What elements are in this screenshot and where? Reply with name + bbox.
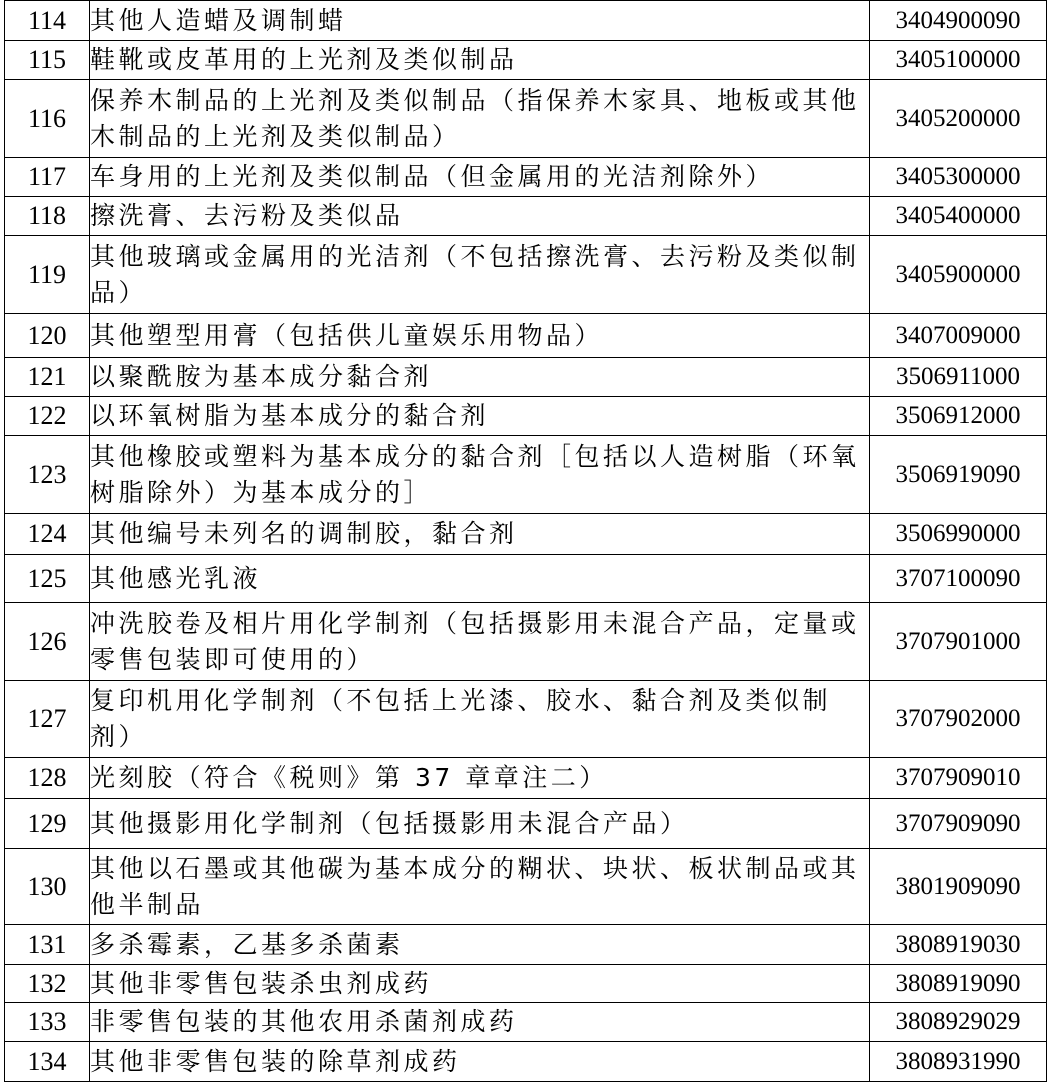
hs-code: 3405400000 bbox=[870, 197, 1047, 236]
product-description: 其他非零售包装的除草剂成药 bbox=[90, 1042, 870, 1082]
hs-code: 3808929029 bbox=[870, 1003, 1047, 1042]
row-number: 119 bbox=[5, 236, 90, 314]
table-row bbox=[5, 358, 1047, 397]
product-description: 其他编号未列名的调制胶，黏合剂 bbox=[90, 514, 870, 555]
row-number: 117 bbox=[5, 158, 90, 197]
table-row bbox=[5, 80, 1047, 158]
product-description: 保养木制品的上光剂及类似制品（指保养木家具、地板或其他木制品的上光剂及类似制品） bbox=[90, 80, 870, 158]
hs-code: 3707902000 bbox=[870, 681, 1047, 758]
row-number: 132 bbox=[5, 965, 90, 1003]
row-number: 125 bbox=[5, 555, 90, 603]
table-row bbox=[5, 1042, 1047, 1082]
product-description: 车身用的上光剂及类似制品（但金属用的光洁剂除外） bbox=[90, 158, 870, 197]
product-description: 其他以石墨或其他碳为基本成分的糊状、块状、板状制品或其他半制品 bbox=[90, 849, 870, 925]
hs-code: 3404900090 bbox=[870, 1, 1047, 41]
product-description: 光刻胶（符合《税则》第 37 章章注二） bbox=[90, 758, 870, 799]
product-description: 鞋靴或皮革用的上光剂及类似制品 bbox=[90, 41, 870, 80]
row-number: 116 bbox=[5, 80, 90, 158]
table-row bbox=[5, 849, 1047, 925]
table-row bbox=[5, 158, 1047, 197]
row-number: 131 bbox=[5, 925, 90, 965]
product-description: 以聚酰胺为基本成分黏合剂 bbox=[90, 358, 870, 397]
product-description: 擦洗膏、去污粉及类似品 bbox=[90, 197, 870, 236]
table-row bbox=[5, 799, 1047, 849]
row-number: 126 bbox=[5, 603, 90, 681]
table-row bbox=[5, 197, 1047, 236]
product-description: 其他玻璃或金属用的光洁剂（不包括擦洗膏、去污粉及类似制品） bbox=[90, 236, 870, 314]
table-row bbox=[5, 41, 1047, 80]
product-description: 其他橡胶或塑料为基本成分的黏合剂［包括以人造树脂（环氧树脂除外）为基本成分的］ bbox=[90, 436, 870, 514]
hs-code: 3506990000 bbox=[870, 514, 1047, 555]
row-number: 127 bbox=[5, 681, 90, 758]
hs-code: 3405100000 bbox=[870, 41, 1047, 80]
row-number: 120 bbox=[5, 314, 90, 358]
hs-code: 3707909010 bbox=[870, 758, 1047, 799]
hs-code: 3707901000 bbox=[870, 603, 1047, 681]
table-row bbox=[5, 1, 1047, 41]
product-description: 其他塑型用膏（包括供儿童娱乐用物品） bbox=[90, 314, 870, 358]
table-row bbox=[5, 965, 1047, 1003]
product-description: 其他非零售包装杀虫剂成药 bbox=[90, 965, 870, 1003]
table-row bbox=[5, 514, 1047, 555]
table-row bbox=[5, 555, 1047, 603]
hs-code: 3405300000 bbox=[870, 158, 1047, 197]
row-number: 114 bbox=[5, 1, 90, 41]
table-row bbox=[5, 314, 1047, 358]
tariff-code-table bbox=[4, 0, 1047, 1082]
row-number: 122 bbox=[5, 397, 90, 436]
hs-code: 3808919030 bbox=[870, 925, 1047, 965]
product-description: 其他人造蜡及调制蜡 bbox=[90, 1, 870, 41]
product-description: 非零售包装的其他农用杀菌剂成药 bbox=[90, 1003, 870, 1042]
row-number: 134 bbox=[5, 1042, 90, 1082]
row-number: 124 bbox=[5, 514, 90, 555]
table-row bbox=[5, 397, 1047, 436]
product-description: 其他摄影用化学制剂（包括摄影用未混合产品） bbox=[90, 799, 870, 849]
table-row bbox=[5, 758, 1047, 799]
table-row bbox=[5, 603, 1047, 681]
hs-code: 3808931990 bbox=[870, 1042, 1047, 1082]
row-number: 128 bbox=[5, 758, 90, 799]
row-number: 133 bbox=[5, 1003, 90, 1042]
hs-code: 3808919090 bbox=[870, 965, 1047, 1003]
product-description: 复印机用化学制剂（不包括上光漆、胶水、黏合剂及类似制剂） bbox=[90, 681, 870, 758]
product-description: 其他感光乳液 bbox=[90, 555, 870, 603]
row-number: 130 bbox=[5, 849, 90, 925]
hs-code: 3506911000 bbox=[870, 358, 1047, 397]
hs-code: 3707100090 bbox=[870, 555, 1047, 603]
product-description: 以环氧树脂为基本成分的黏合剂 bbox=[90, 397, 870, 436]
row-number: 121 bbox=[5, 358, 90, 397]
hs-code: 3405900000 bbox=[870, 236, 1047, 314]
hs-code: 3707909090 bbox=[870, 799, 1047, 849]
table-row bbox=[5, 681, 1047, 758]
hs-code: 3407009000 bbox=[870, 314, 1047, 358]
hs-code: 3506912000 bbox=[870, 397, 1047, 436]
hs-code: 3801909090 bbox=[870, 849, 1047, 925]
table-row bbox=[5, 925, 1047, 965]
row-number: 123 bbox=[5, 436, 90, 514]
table-row bbox=[5, 436, 1047, 514]
row-number: 129 bbox=[5, 799, 90, 849]
hs-code: 3405200000 bbox=[870, 80, 1047, 158]
table-row bbox=[5, 1003, 1047, 1042]
row-number: 118 bbox=[5, 197, 90, 236]
row-number: 115 bbox=[5, 41, 90, 80]
product-description: 冲洗胶卷及相片用化学制剂（包括摄影用未混合产品，定量或零售包装即可使用的） bbox=[90, 603, 870, 681]
table-row bbox=[5, 236, 1047, 314]
hs-code: 3506919090 bbox=[870, 436, 1047, 514]
product-description: 多杀霉素，乙基多杀菌素 bbox=[90, 925, 870, 965]
